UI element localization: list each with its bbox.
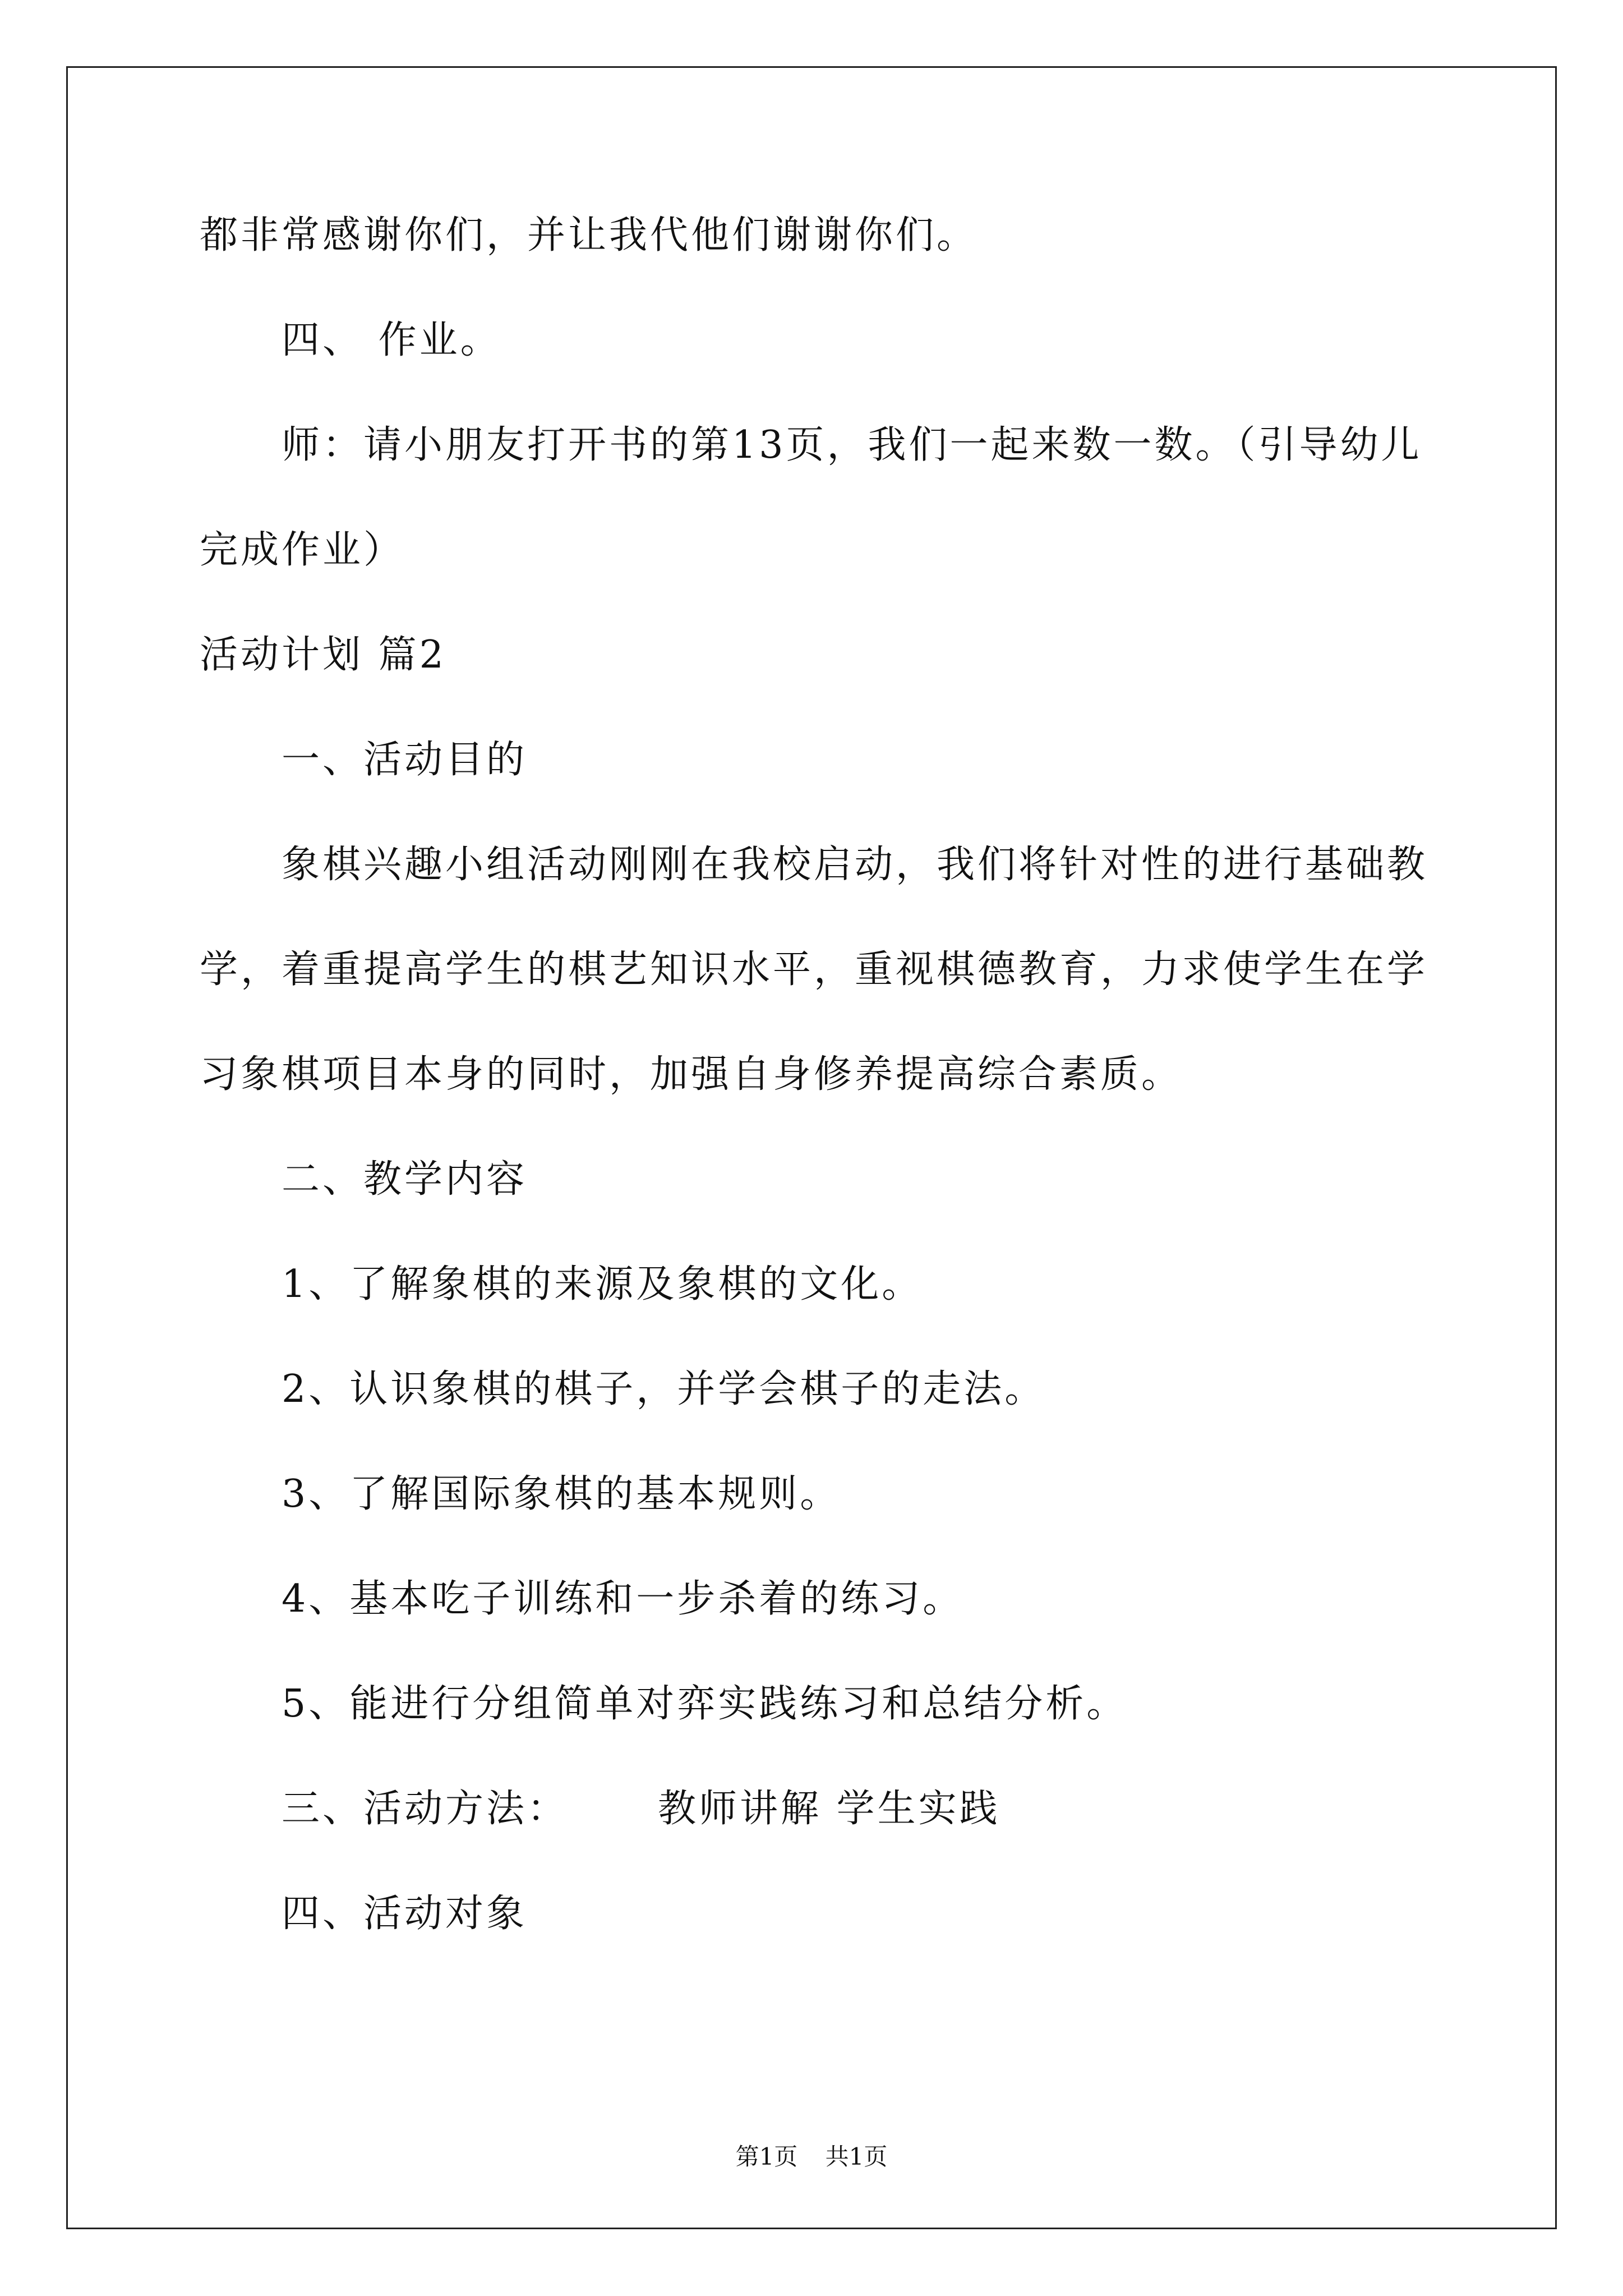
page-footer [0,2143,1623,2171]
section-title: 活动计划 篇2 [200,633,446,677]
paragraph-line: 学，着重提高学生的棋艺知识水平，重视棋德教育，力求使学生在学 [200,947,1428,992]
paragraph-line: 象棋兴趣小组活动刚刚在我校启动，我们将针对性的进行基础教 [282,843,1428,887]
paragraph-line: 完成作业） [200,528,405,572]
paragraph-line: 习象棋项目本身的同时，加强自身修养提高综合素质。 [200,1052,1183,1097]
list-item: 4、基本吃子训练和一步杀着的练习。 [282,1577,964,1621]
section-heading-method [282,1787,1000,1832]
paragraph-line: 师：请小朋友打开书的第13页，我们一起来数一数。（引导幼儿 [282,423,1422,467]
list-item: 5、能进行分组简单对弈实践练习和总结分析。 [282,1682,1128,1726]
method-value: 教师讲解 学生实践 [658,1787,1000,1831]
page-number: 第1页 [735,2143,798,2170]
paragraph-line: 都非常感谢你们，并让我代他们谢谢你们。 [200,213,978,257]
section-heading-homework: 四、 作业。 [282,318,501,362]
section-heading-purpose: 一、活动目的 [282,738,528,782]
page-total: 共1页 [825,2143,888,2170]
method-label: 三、活动方法： [282,1787,569,1831]
section-heading-audience: 四、活动对象 [282,1892,528,1936]
list-item: 3、了解国际象棋的基本规则。 [282,1472,841,1516]
list-item: 1、了解象棋的来源及象棋的文化。 [282,1262,923,1306]
section-heading-content: 二、教学内容 [282,1157,528,1202]
list-item: 2、认识象棋的棋子，并学会棋子的走法。 [282,1367,1046,1411]
